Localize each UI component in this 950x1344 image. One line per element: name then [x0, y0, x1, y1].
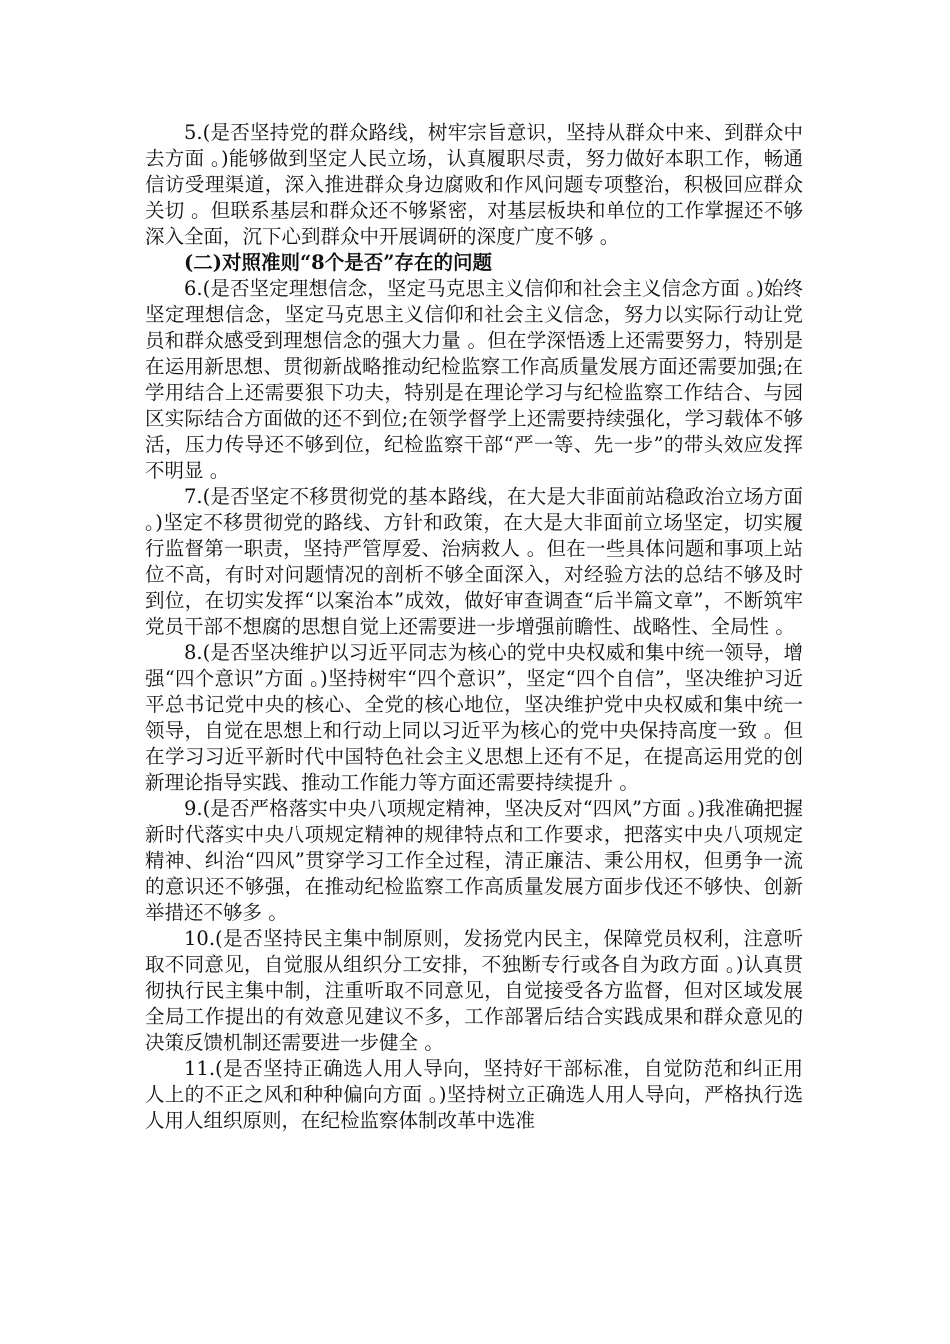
paragraph-9: 9.(是否严格落实中央八项规定精神，坚决反对“四风”方面 。)我准确把握新时代落实中央八项规定精神的规律特点和工作要求，把落实中央八项规定精神、纠治“四风”贯穿学习工作全过程，清正廉洁、秉公用权，但勇争一流的意识还不够强，在推动纪检监察工作高质量发展方面步伐还不够快、创新举措还不够多 。 — [145, 797, 803, 924]
paragraph-5: 5.(是否坚持党的群众路线，树牢宗旨意识，坚持从群众中来、到群众中去方面 。)能够做到坚定人民立场，认真履职尽责，努力做好本职工作，畅通信访受理渠道，深入推进群众身边腐败和作风问题专项整治，积极回应群众关切 。但联系基层和群众还不够紧密，对基层板块和单位的工作掌握还不够深入全面，沉下心到群众中开展调研的深度广度不够 。 — [145, 121, 803, 248]
paragraph-7: 7.(是否坚定不移贯彻党的基本路线，在大是大非面前站稳政治立场方面 。)坚定不移贯彻党的路线、方针和政策，在大是大非面前立场坚定，切实履行监督第一职责，坚持严管厚爱、治病救人 。但在一些具体问题和事项上站位不高，有时对问题情况的剖析不够全面深入，对经验方法的总结不够及时到位，在切实发挥“以案治本”成效，做好审查调查“后半篇文章”，不断筑牢党员干部不想腐的思想自觉上还需要进一步增强前瞻性、战略性、全局性 。 — [145, 485, 803, 638]
document-page — [145, 120, 803, 1134]
paragraph-8: 8.(是否坚决维护以习近平同志为核心的党中央权威和集中统一领导，增强“四个意识”方面 。)坚持树牢“四个意识”，坚定“四个自信”，坚决维护习近平总书记党中央的核心、全党的核心地位，坚决维护党中央权威和集中统一领导，自觉在思想上和行动上同以习近平为核心的党中央保持高度一致 。但在学习习近平新时代中国特色社会主义思想上还有不足，在提高运用党的创新理论指导实践、推动工作能力等方面还需要持续提升 。 — [145, 641, 803, 794]
section-heading-2: (二)对照准则“8个是否”存在的问题 — [184, 251, 492, 274]
paragraph-6: 6.(是否坚定理想信念，坚定马克思主义信仰和社会主义信念方面 。)始终坚定理想信念，坚定马克思主义信仰和社会主义信念，努力以实际行动让党员和群众感受到理想信念的强大力量 。但在学深悟透上还需要努力，特别是在运用新思想、贯彻新战略推动纪检监察工作高质量发展方面还需要加强;在学用结合上还需要狠下功夫，特别是在理论学习与纪检监察工作结合、与园区实际结合方面做的还不到位;在领学督学上还需要持续强化，学习载体不够活，压力传导还不够到位，纪检监察干部“严一等、先一步”的带头效应发挥不明显 。 — [145, 277, 803, 482]
paragraph-10: 10.(是否坚持民主集中制原则，发扬党内民主，保障党员权利，注意听取不同意见，自觉服从组织分工安排，不独断专行或各自为政方面 。)认真贯彻执行民主集中制，注重听取不同意见，自觉接受各方监督，但对区域发展全局工作提出的有效意见建议不多，工作部署后结合实践成果和群众意见的决策反馈机制还需要进一步健全 。 — [145, 927, 803, 1054]
paragraph-11: 11.(是否坚持正确选人用人导向，坚持好干部标准，自觉防范和纠正用人上的不正之风和种种偏向方面 。)坚持树立正确选人用人导向，严格执行选人用人组织原则，在纪检监察体制改革中选准 — [145, 1057, 803, 1132]
